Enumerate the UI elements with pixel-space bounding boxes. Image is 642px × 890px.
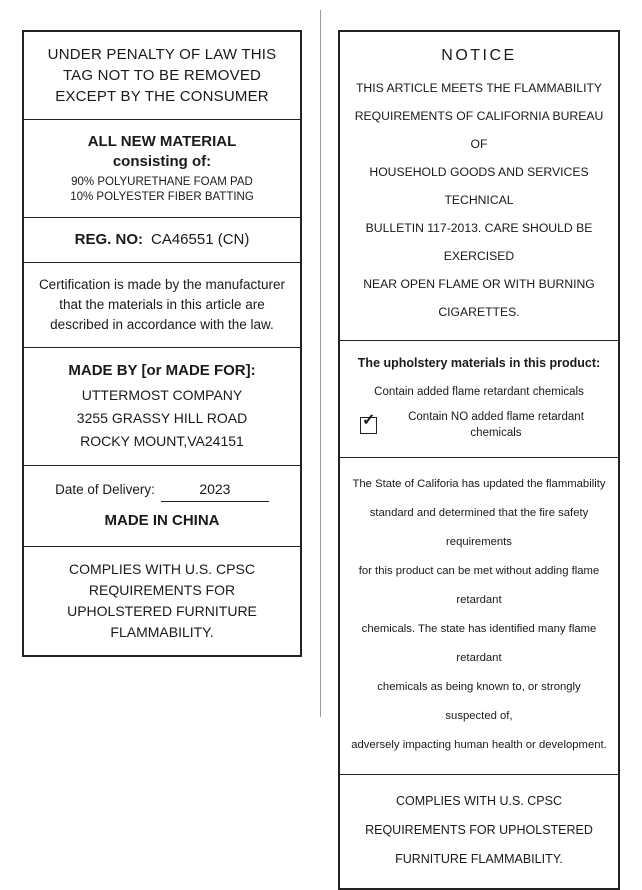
delivery-section bbox=[24, 466, 300, 547]
registration-value: CA46551 (CN) bbox=[150, 231, 250, 248]
registration-section bbox=[24, 218, 300, 263]
state-line: standard and determined that the fire safety requirements bbox=[369, 507, 589, 548]
material-subtitle: consisting of: bbox=[112, 153, 212, 170]
notice-heading: NOTICE bbox=[441, 47, 517, 64]
law-statement-text: UNDER PENALTY OF LAW THIS TAG NOT TO BE REMOVED EXCEPT BY THE CONSUMER bbox=[47, 46, 277, 105]
notice-body bbox=[350, 74, 608, 326]
state-line: The State of Califoria has updated the flammability bbox=[352, 478, 606, 490]
notice-line: THIS ARTICLE MEETS THE FLAMMABILITY bbox=[355, 81, 603, 95]
notice-label-column bbox=[320, 0, 642, 866]
option-added-chemicals: Contain added flame retardant chemicals bbox=[374, 386, 584, 398]
certification-section bbox=[24, 263, 300, 348]
company-city-state-zip: ROCKY MOUNT,VA24151 bbox=[80, 433, 244, 449]
law-label-column bbox=[0, 0, 320, 729]
material-line: 10% POLYESTER FIBER BATTING bbox=[70, 191, 254, 203]
state-statement-section bbox=[340, 458, 618, 775]
state-line: adversely impacting human health or development. bbox=[351, 739, 607, 751]
state-statement-body bbox=[350, 470, 608, 760]
made-by-section bbox=[24, 348, 300, 466]
certification-text: Certification is made by the manufacturer that the materials in this article are described in accordance with the law. bbox=[38, 277, 286, 332]
registration-row bbox=[36, 230, 288, 250]
cpsc-line: REQUIREMENTS FOR UPHOLSTERED bbox=[365, 823, 593, 837]
notice-section bbox=[340, 32, 618, 341]
cpsc-section-left bbox=[24, 547, 300, 655]
cpsc-line: COMPLIES WITH U.S. CPSC bbox=[396, 794, 562, 808]
material-line: 90% POLYURETHANE FOAM PAD bbox=[71, 176, 253, 188]
option-no-added-chemicals-label: Contain NO added flame retardant chemicals bbox=[408, 411, 584, 439]
made-in-text: MADE IN CHINA bbox=[104, 512, 220, 529]
notice-line: BULLETIN 117-2013. CARE SHOULD BE EXERCISED bbox=[365, 221, 593, 263]
delivery-label: Date of Delivery: bbox=[55, 482, 155, 497]
notice-line: REQUIREMENTS OF CALIFORNIA BUREAU OF bbox=[354, 109, 604, 151]
material-section bbox=[24, 120, 300, 218]
checkmark-icon: ✓ bbox=[362, 411, 376, 429]
cpsc-text-left: COMPLIES WITH U.S. CPSC REQUIREMENTS FOR UPHOLSTERED FURNITURE FLAMMABILITY. bbox=[67, 561, 257, 640]
cpsc-section-right bbox=[340, 775, 618, 888]
state-line: for this product can be met without adding flame retardant bbox=[358, 565, 600, 606]
registration-label: REG. NO: bbox=[74, 231, 143, 248]
notice-line: NEAR OPEN FLAME OR WITH BURNING CIGARETTES. bbox=[363, 277, 595, 319]
notice-label bbox=[338, 30, 620, 890]
company-street: 3255 GRASSY HILL ROAD bbox=[76, 410, 248, 426]
state-line: chemicals as being known to, or strongly suspected of, bbox=[377, 681, 581, 722]
option-no-added-chemicals-row[interactable] bbox=[360, 409, 608, 441]
made-by-title: MADE BY [or MADE FOR]: bbox=[68, 362, 256, 379]
notice-line: HOUSEHOLD GOODS AND SERVICES TECHNICAL bbox=[369, 165, 589, 207]
delivery-date-field[interactable]: 2023 bbox=[161, 478, 269, 502]
law-label bbox=[22, 30, 302, 657]
material-title: ALL NEW MATERIAL bbox=[87, 133, 237, 150]
upholstery-section bbox=[340, 341, 618, 458]
checkbox-icon[interactable] bbox=[360, 411, 377, 434]
sheet-divider bbox=[320, 10, 321, 717]
cpsc-line: FURNITURE FLAMMABILITY. bbox=[395, 852, 563, 866]
delivery-row bbox=[36, 478, 288, 502]
upholstery-title: The upholstery materials in this product: bbox=[357, 356, 601, 370]
law-statement-section bbox=[24, 32, 300, 120]
company-name: UTTERMOST COMPANY bbox=[81, 387, 243, 403]
state-line: chemicals. The state has identified many flame retardant bbox=[361, 623, 597, 664]
